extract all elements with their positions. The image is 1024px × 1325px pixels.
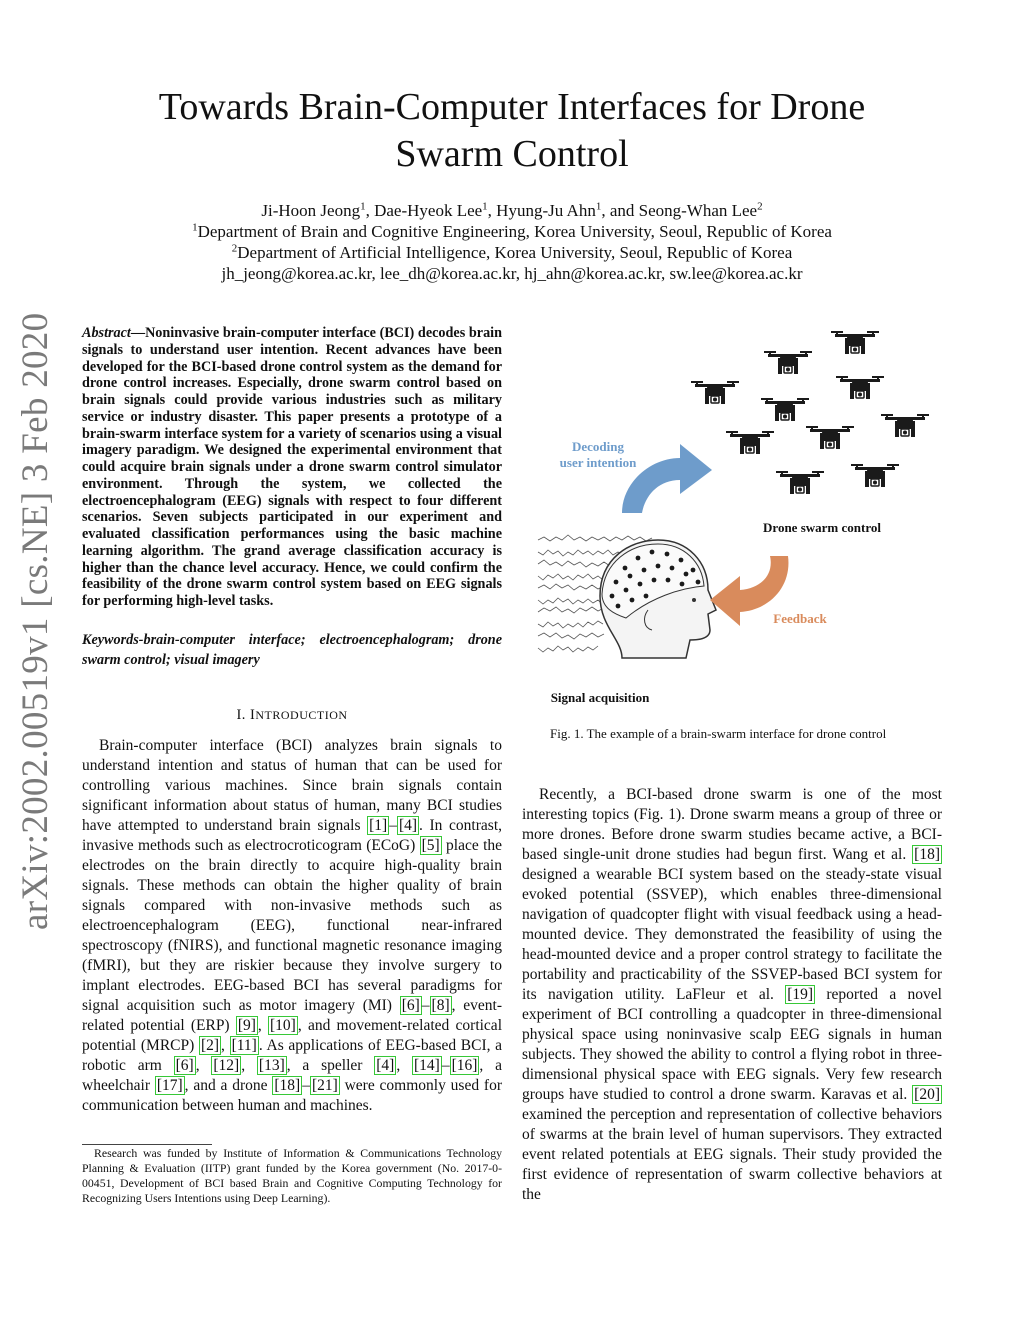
citation-link[interactable]: [21] <box>311 1077 338 1094</box>
drone-icon <box>764 351 812 374</box>
feedback-label: Feedback <box>773 611 827 626</box>
figure-caption: Fig. 1. The example of a brain-swarm interface for drone control <box>550 726 887 741</box>
drone-icon <box>836 376 884 399</box>
drone-icon <box>761 398 809 421</box>
text-run: , a wheelchair <box>82 1057 502 1094</box>
citation-link[interactable]: [18] <box>914 846 940 863</box>
text-run: , <box>195 1057 212 1074</box>
text-run: , and movement-related cortical potential (MRCP) <box>82 1017 502 1054</box>
citation-link[interactable]: [5] <box>421 837 440 854</box>
text-run: Brain-computer interface (BCI) analyzes brain signals to understand intention and status of human that can be used for controlling various machines. Since brain signals contain significant information about status of human, many BCI studies have attempted to understand brain signals <box>82 737 502 834</box>
abstract-text: Noninvasive brain-computer interface (BCI) decodes brain signals to understand user intention. Recent advances have been developed for the BCI-based drone control system as the demand for drone control increases. Especially, drone swarm control based on brain signals could provide various industries such as military service or industry disaster. This paper presents a prototype of a brain-swarm interface system for a variety of scenarios using a visual imagery paradigm. We designed the experimental environment that could acquire brain signals under a drone swarm control simulator environment. Through the system, we collected the electroencephalogram (EEG) signals with respect to four different scenarios. Seven subjects participated in our experiment and evaluated classification performances using the basic machine learning algorithm. The grand average classification accuracy is higher than the chance level accuracy. Hence, we could confirm the feasibility of the drone swarm control system based on EEG signals for performing high-level tasks. <box>82 325 502 609</box>
citation-link[interactable]: [13] <box>258 1057 285 1074</box>
text-run: place the electrodes on the brain directly to acquire high-quality brain signals. These methods can obtain the higher quality of brain signals compared with non-invasive methods such as electroencephalogram (EEG), functional near-infrared spectroscopy (fNIRS), and functional magnetic resonance imaging (fMRI), but they are riskier because they involve surgery to implant electrodes. EEG-based BCI has several paradigms for signal acquisition such as motor imagery (MI) <box>82 837 502 1014</box>
text-run: examined the perception and representation of collective behaviors of swarms at the brain level of human supervisors. They extracted event related potentials at EEG signals. Their study provided the first evidence of representation of swarm collective behaviors at the <box>522 1106 942 1203</box>
author-aff: 2 <box>757 200 763 213</box>
paper-title <box>0 84 1024 178</box>
text-run: . In contrast, invasive methods such as electrocroticogram (ECoG) <box>82 817 502 854</box>
figure-1 <box>530 318 950 708</box>
citation-link[interactable]: [6] <box>175 1057 194 1074</box>
citation-link[interactable]: [20] <box>914 1086 940 1103</box>
text-run: , <box>221 1037 230 1054</box>
title-line-2: Swarm Control <box>395 133 629 175</box>
author-aff: 1 <box>595 200 602 213</box>
text-run: – <box>441 1057 450 1074</box>
footnote-text: Research was funded by Institute of Information & Communications Technology Planning & Evaluation (IITP) grant funded by the Korea government (No. 2017-0-00451, Development of BCI based Brain and Cognitive Computing Technology for Recognizing Users Intentions using Deep Learning). <box>82 1146 502 1205</box>
section-heading <box>82 707 502 724</box>
arxiv-stamp: arXiv:2002.00519v1 [cs.NE] 3 Feb 2020 <box>15 312 56 930</box>
citation-link[interactable]: [4] <box>398 817 418 834</box>
text-run: , <box>257 1017 269 1034</box>
citation-link[interactable]: [17] <box>156 1077 183 1094</box>
text-run: , <box>396 1057 413 1074</box>
signal-acquisition-label: Signal acquisition <box>550 690 650 705</box>
author-list <box>0 200 1024 221</box>
author-name: Dae-Hyeok Lee <box>374 201 483 220</box>
text-run: , and a drone <box>184 1077 273 1094</box>
author-sep: , <box>365 201 375 220</box>
author-block <box>0 200 1024 284</box>
drone-icon <box>726 431 774 454</box>
citation-link[interactable]: [9] <box>237 1017 256 1034</box>
right-paragraph <box>522 785 942 1205</box>
abstract <box>82 325 502 610</box>
text-run: , event-related potential (ERP) <box>82 997 502 1034</box>
decoding-label: Decoding <box>572 439 624 454</box>
citation-link[interactable]: [16] <box>451 1057 478 1074</box>
text-run: were commonly used for communication between human and machines. <box>82 1077 502 1114</box>
author-name: Ji-Hoon Jeong <box>261 201 361 220</box>
abstract-label: Abstract <box>82 325 131 341</box>
drone-icon <box>806 426 854 449</box>
citation-link[interactable]: [6] <box>401 997 420 1014</box>
text-run: reported a novel experiment of BCI controlling a quadcopter in three-dimensional physical space using noninvasive scalp EEG signals in human subjects. They showed the ability to control a flying robot in three-dimensional physical space with EEG signals. Very few research groups have studied to control a drone swarm. Karavas et al. <box>522 986 942 1103</box>
drone-swarm-label: Drone swarm control <box>763 520 881 535</box>
text-run: , <box>241 1057 257 1074</box>
citation-link[interactable]: [1] <box>369 817 388 834</box>
aff-text: Department of Artificial Intelligence, Korea University, Seoul, Republic of Korea <box>237 243 793 262</box>
head-icon <box>600 540 716 658</box>
text-run: . As applications of EEG-based BCI, a robotic arm <box>82 1037 503 1074</box>
citation-link[interactable]: [8] <box>431 997 450 1014</box>
citation-link[interactable]: [18] <box>274 1077 301 1094</box>
aff-text: Department of Brain and Cognitive Engineering, Korea University, Seoul, Republic of Korea <box>197 222 832 241</box>
text-run: – <box>302 1077 310 1094</box>
author-aff: 1 <box>482 200 488 213</box>
text-run: Recently, a BCI-based drone swarm is one of the most interesting topics (Fig. 1). Drone swarm means a group of three or more drones. Before drone swarm studies became active, a BCI-based single-unit drone studies had begun first. Wang et al. <box>522 786 942 863</box>
drone-icon <box>691 381 739 404</box>
abstract-dash: — <box>130 325 146 341</box>
drone-icon <box>831 331 879 354</box>
footnote-rule <box>82 1144 212 1145</box>
drone-icon <box>851 464 899 487</box>
intro-body <box>82 736 502 1116</box>
text-run: , a speller <box>286 1057 375 1074</box>
aff-mark: 1 <box>192 221 198 234</box>
drone-icon <box>776 471 824 494</box>
section-title-first: I <box>250 707 256 723</box>
affiliation-1 <box>0 221 1024 242</box>
text-run: – <box>389 817 397 834</box>
right-column-body <box>522 785 942 1205</box>
author-emails: jh_jeong@korea.ac.kr, lee_dh@korea.ac.kr, hj_ahn@korea.ac.kr, sw.lee@korea.ac.kr <box>221 264 803 283</box>
title-line-1: Towards Brain-Computer Interfaces for Drone <box>158 86 866 128</box>
citation-link[interactable]: [4] <box>376 1057 395 1074</box>
citation-link[interactable]: [10] <box>270 1017 296 1034</box>
author-name: Hyung-Ju Ahn <box>496 201 596 220</box>
footnote <box>82 1146 502 1206</box>
text-run: – <box>421 997 430 1014</box>
drone-icon <box>881 414 929 437</box>
intro-paragraph <box>82 736 502 1116</box>
author-sep: , <box>487 201 497 220</box>
citation-link[interactable]: [19] <box>787 986 814 1003</box>
citation-link[interactable]: [14] <box>414 1057 440 1074</box>
author-aff: 1 <box>360 200 366 213</box>
affiliation-2 <box>0 242 1024 263</box>
text-run: designed a wearable BCI system based on the steady-state visual evoked potential (SSVEP), which enables three-dimensional navigation of quadcopter flight with visual feedback using a head-mounted device. They demonstrated the feasibility of using the head-mounted device and a proper control strategy to facilitate the portability and practicability of the SSVEP-based BCI system for its navigation utility. LaFleur et al. <box>522 866 942 1003</box>
section-title-rest: NTRODUCTION <box>255 708 348 722</box>
decoding-label: user intention <box>559 455 637 470</box>
author-sep: , and <box>601 201 639 220</box>
citation-link[interactable]: [12] <box>213 1057 240 1074</box>
keywords: Keywords-brain-computer interface; electroencephalogram; drone swarm control; visual imagery <box>82 632 502 668</box>
aff-mark: 2 <box>231 242 238 255</box>
author-name: Seong-Whan Lee <box>638 201 758 220</box>
citation-link[interactable]: [11] <box>231 1037 257 1054</box>
citation-link[interactable]: [2] <box>200 1037 220 1054</box>
section-number: I. <box>236 707 246 723</box>
